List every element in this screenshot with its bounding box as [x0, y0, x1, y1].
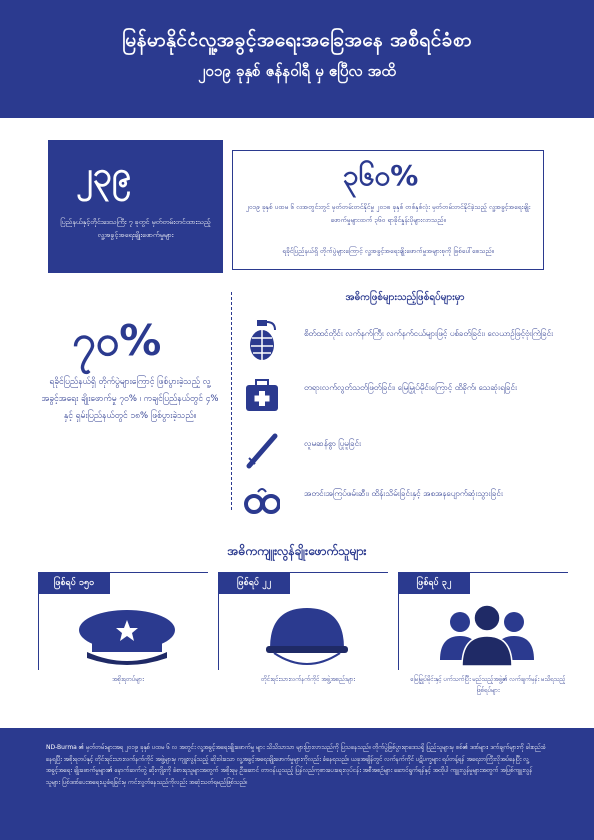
- cause-text: လူမဆန်စွာ ပြုမူခြင်း: [304, 439, 362, 448]
- increase-box: [232, 150, 544, 270]
- causes-title: အဓိကဖြစ်များသည့်ဖြစ်ရပ်များမှာ: [345, 292, 465, 303]
- total-violations-text: ပြည်နယ်နှင့်တိုင်းဒေသကြီး ၇ ခုတွင် မှတ်တမ်းတင်ထားသည့် လူ့အခွင့်အရေးချိုးဖောက်မှုများ: [60, 218, 211, 239]
- cause-item-arrest: [244, 478, 564, 528]
- header-banner: [0, 0, 594, 118]
- incident-count-tag: ဖြစ်ရပ် ၃၂: [398, 572, 470, 594]
- rakhine-text: ရခိုင်ပြည်နယ်ရှိ တိုက်ပွဲများကြောင့် ဖြစ်ပွားခဲ့သည့် လူ့အခွင့်အရေး ချိုးဖောက်မှု ၇၀% ၊ ကချင်ပြည်နယ်တွင် ၄% နှင့် ရှမ်းပြည်နယ်တွင် ၁၈% ဖြစ်ပွားခဲ့သည်။: [41, 377, 219, 421]
- medical-kit-icon: [244, 372, 280, 416]
- helmet-icon: [252, 600, 362, 670]
- perpetrator-eao: [218, 572, 388, 712]
- cause-text: အတင်းအကြပ်ဖမ်းဆီး၊ ထိန်းသိမ်းခြင်းနှင့် အစအနပျောက်ဆုံးသွားခြင်း: [304, 489, 503, 498]
- cause-text: စိတ်ထင်တိုင်း လက်နက်ကြီး လက်နက်ငယ်များဖြင့် ပစ်ခတ်ခြင်း၊ လေယာဉ်ဖြင့်ဗုံးကြဲခြင်း: [304, 329, 554, 338]
- perpetrators-title: အဓိကကျူးလွန်ချိုးဖောက်သူများ: [227, 544, 367, 558]
- cause-item-killing: [244, 372, 564, 422]
- perpetrator-caption: တိုင်းရင်းသားလက်နက်ကိုင် အဖွဲ့အစည်းများ: [261, 676, 355, 683]
- increase-value: ၃၆၀%: [343, 159, 419, 192]
- increase-text: ၂၀၁၉ ခုနှစ် ပထမ ၆ လအတွင်းတွင် မှတ်တမ်းတင်နိုင်မှု ၂၀၁၈ ခုနှစ် တစ်နှစ်လုံး မှတ်တမ်းတင်နိုင်ခဲ့သည့် လူ့အခွင့်အရေးချိုးဖောက်မှုများထက် ၃၆၀ ရာခိုင်နှုန်းပိုများလာသည်။: [245, 203, 531, 224]
- perpetrator-caption: မြေမြှုပ်မိုင်းနှင့် ပက်သက်ပြီး မည်သည့်အဖွဲ့၏ လက်ချက်မှန်း မသိရသည့် ဖြစ်ရပ်များ: [410, 676, 566, 694]
- cause-item-inhumane: [244, 428, 564, 478]
- footer-text: ND-Burma ၏ မှတ်တမ်းများအရ ၂၀၁၉ ခုနှစ် ပထမ ၆ လ အတွင်း လူ့အခွင့်အရေးချိုးဖောက်မှု များ သိသိသာသာ များပြားလာသည်ကို ပြသနေသည်။ တိုက်ပွဲဖြစ်ပွားရာဒေသရှိ ပြည်သူများမှ စစ်၏ ဒဏ်များ၊ ဒက်ချက်များကို ခါးစည်းခံနေရပြီး အစိုးရတပ်နှင့် တိုင်းရင်းသားလက်နက်ကိုင် အဖွဲ့များမှ ကျူးလွန်သည့် ဆိုးဝါးသော လူ့အခွင့်အရေးချိုးဖောက်မှုများကိုလည်း ခံနေရသည်။ ယခုအချိန်တွင် လက်နက်ကိုင် ပဋိပက္ခများ ရပ်တန့်ရန် အရေးတကြီးလိုအပ်နေပြီး လူ့အခွင့်အရေး ချိုးဖောက်မှုများ၏ နောက်ဆက်တွဲ ဆိုးကျိုးကို ခံစားရသူများအတွက် အစိုးရမှ ဦးဆောင် တာဝန်ယူသည့် ပြန်လည်ကုစားပေးရေးလုပ်ငန်း အစီအစဉ်များ ဆောင်ရွက်ရန်နှင့် အထိုပါ ကျူးလွန်မှုများအတွက် အပြစ်ကျူးလွန်သူများ ပြစ်ဒဏ်ပေးအရေးယူခံရခြင်းမှ ကင်းလွတ်နေသည်ကိုလည်း အဆုံးသတ်ရမည်ဖြစ်သည်။: [46, 744, 546, 786]
- perpetrator-unknown: [398, 572, 568, 712]
- people-group-icon: [432, 600, 542, 670]
- column-divider: [231, 292, 232, 510]
- total-violations-box: [48, 140, 223, 273]
- footer-banner: [0, 728, 594, 840]
- police-cap-icon: [72, 600, 182, 670]
- incident-count-tag: ဖြစ်ရပ် ၂၂: [218, 572, 290, 594]
- cause-text: တရားလက်လွတ်သတ်ဖြတ်ခြင်း၊ မြေမြှုပ်မိုင်းကြောင့် ထိခိုက်၊ သေဆုံးရခြင်း: [304, 383, 517, 392]
- rakhine-value: ၇၀%: [72, 316, 162, 365]
- perpetrator-caption: အစိုးရတပ်များ: [112, 676, 144, 683]
- incident-count-tag: ဖြစ်ရပ် ၁၅၀: [38, 572, 110, 594]
- handcuffs-icon: [244, 478, 280, 522]
- baton-icon: [244, 428, 280, 472]
- perpetrator-government: [38, 572, 208, 712]
- report-subtitle: ၂၀၁၉ ခုနှစ် ဇန်နဝါရီ မှ ဧပြီလ အထိ: [198, 62, 396, 80]
- report-title: မြန်မာနိုင်ငံလူ့အခွင့်အရေးအခြေအနေ အစီရင်ခံစာ: [122, 29, 472, 51]
- cause-item-shelling: [244, 318, 564, 368]
- grenade-icon: [244, 318, 280, 362]
- total-violations-value: ၂၃၉: [76, 155, 131, 195]
- increase-cause-text: ရခိုင်ပြည်နယ်ရှိ တိုက်ပွဲများကြောင့် လူ့အခွင့်အရေးချိုးဖောက်မှုအများစုကို ဖြစ်ပေါ်စေသည်။: [282, 247, 494, 255]
